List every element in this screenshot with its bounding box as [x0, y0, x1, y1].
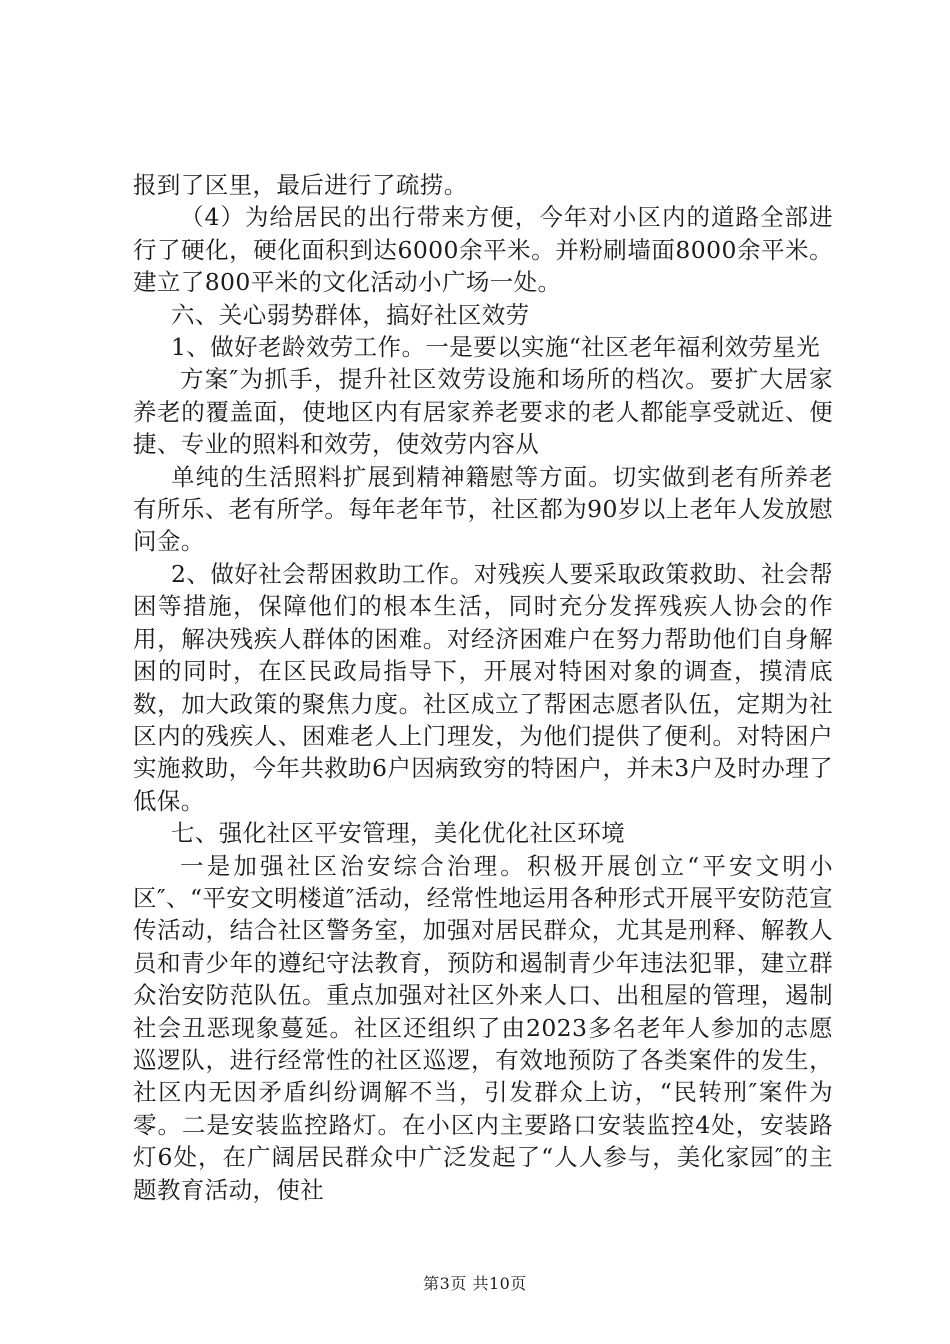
- page-number-footer: 第3页 共10页: [423, 1274, 527, 1293]
- paragraph-social-assistance: 2、做好社会帮困救助工作。对残疾人要采取政策救助、社会帮困等措施，保障他们的根本生活，同时充分发挥残疾人协会的作用，解决残疾人群体的困难。对经济困难户在努力帮助他们自身解困的同时，在区民政局指导下，开展对特困对象的调查，摸清底数，加大政策的聚焦力度。社区成立了帮困志愿者队伍，定期为社区内的残疾人、困难老人上门理发，为他们提供了便利。对特困户实施救助，今年共救助6户因病致穷的特困户，并未3户及时办理了低保。: [133, 559, 833, 815]
- paragraph-elderly-service-2: 方案″为抓手，提升社区效劳设施和场所的档次。要扩大居家养老的覆盖面，使地区内有居家养老要求的老人都能享受就近、便捷、专业的照料和效劳，使效劳内容从: [133, 365, 833, 459]
- document-body: [133, 169, 833, 1206]
- paragraph-road-hardening: （4）为给居民的出行带来方便，今年对小区内的道路全部进行了硬化，硬化面积到达6000余平米。并粉刷墙面8000余平米。建立了800平米的文化活动小广场一处。: [133, 203, 833, 297]
- paragraph-continuation: 报到了区里，最后进行了疏捞。: [133, 171, 468, 199]
- paragraph-public-security: 一是加强社区治安综合治理。积极开展创立“平安文明小区″、“平安文明楼道″活动，经常性地运用各种形式开展平安防范宣传活动，结合社区警务室，加强对居民群众，尤其是刑释、解教人员和青少年的遵纪守法教育，预防和遏制青少年违法犯罪，建立群众治安防范队伍。重点加强对社区外来人口、出租屋的管理，遏制社会丑恶现象蔓延。社区还组织了由2023多名老年人参加的志愿巡逻队，进行经常性的社区巡逻，有效地预防了各类案件的发生，社区内无因矛盾纠纷调解不当，引发群众上访，“民转刑″案件为零。二是安装监控路灯。在小区内主要路口安装监控4处，安装路灯6处，在广阔居民群众中广泛发起了“人人参与，美化家园″的主题教育活动，使社: [133, 851, 833, 1204]
- paragraph-elderly-service-3: 单纯的生活照料扩展到精神籍慰等方面。切实做到老有所养老有所乐、老有所学。每年老年节，社区都为90岁以上老年人发放慰问金。: [133, 462, 833, 556]
- section-heading-seven: 七、强化社区平安管理，美化优化社区环境: [171, 819, 626, 848]
- paragraph-elderly-service-1: 1、做好老龄效劳工作。一是要以实施“社区老年福利效劳星光: [171, 333, 821, 362]
- section-heading-six: 六、关心弱势群体，搞好社区效劳: [171, 300, 530, 329]
